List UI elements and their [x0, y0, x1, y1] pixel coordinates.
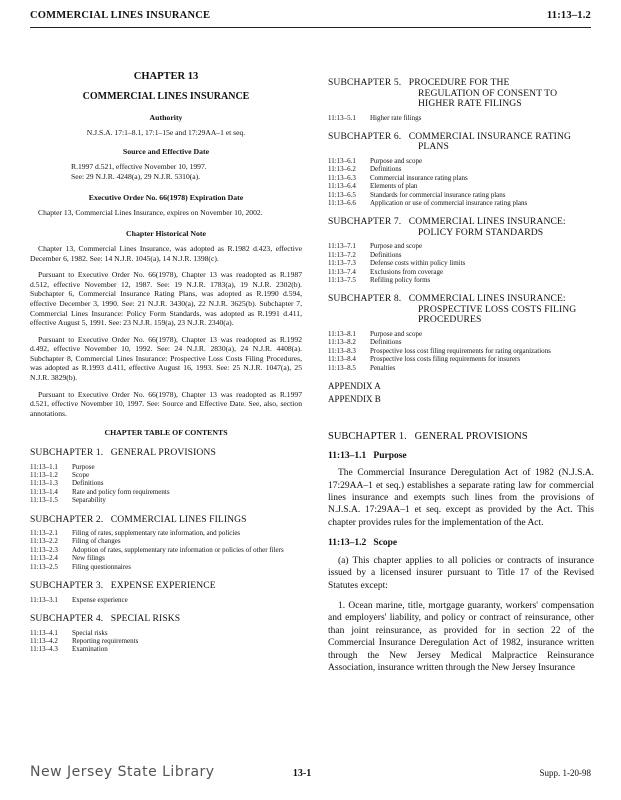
toc-entry-number: 11:13–6.3: [328, 173, 356, 182]
toc-entry-title: Filing of changes: [72, 537, 121, 546]
header-section-number: 11:13–1.2: [546, 10, 591, 21]
toc-entry-number: 11:13–1.4: [30, 487, 58, 496]
supplement-date: Supp. 1-20-98: [539, 768, 591, 778]
toc-entry-number: 11:13–7.1: [328, 242, 356, 251]
toc-entry-title: Rate and policy form requirements: [72, 487, 170, 496]
subchapter-title: COMMERCIAL LINES INSURANCE:: [408, 216, 566, 228]
library-stamp: New Jersey State Library: [30, 764, 215, 780]
chapter-number: CHAPTER 13: [133, 71, 199, 82]
toc-entry-title: New filings: [72, 554, 105, 563]
toc-entry-number: 11:13–2.1: [30, 529, 58, 538]
toc-entry: [328, 268, 594, 276]
toc-entry-number: 11:13–8.2: [328, 338, 356, 347]
toc-entry-title: Elements of plan: [370, 182, 418, 191]
toc-subchapter-heading: [30, 515, 302, 526]
subchapter-title: COMMERCIAL LINES FILINGS: [110, 513, 247, 525]
toc-entry-number: 11:13–8.5: [328, 363, 356, 372]
history-heading: Chapter Historical Note: [126, 229, 206, 239]
toc-subchapter-heading: [328, 294, 594, 326]
subchapter-label: SUBCHAPTER 4.: [30, 613, 104, 624]
toc-entry-title: Definitions: [370, 165, 402, 174]
subchapter-label: SUBCHAPTER 7.: [328, 216, 402, 228]
toc-entry-number: 11:13–4.3: [30, 645, 58, 654]
toc-entry-title: Expense experience: [72, 595, 128, 604]
toc-entry: [328, 165, 594, 173]
subchapter-title-cont: POLICY FORM STANDARDS: [418, 226, 544, 238]
toc-entry-title: Commercial insurance rating plans: [370, 173, 468, 182]
history-notes: [30, 244, 302, 419]
toc-entry: [30, 554, 302, 562]
section-scope-heading: 11:13–1.2 Scope: [328, 538, 398, 549]
toc-entry-title: Filing of rates, supplementary rate information, and policies: [72, 529, 241, 538]
toc-subchapter-heading: [30, 581, 302, 592]
subchapter-title-cont: REGULATION OF CONSENT TO HIGHER RATE FILINGS: [418, 87, 558, 109]
toc-entry-title: Special risks: [72, 628, 108, 637]
toc-entry: [328, 251, 594, 259]
toc-entry-title: Standards for commercial insurance rating plans: [370, 190, 506, 199]
toc-subchapter-heading: [328, 217, 594, 238]
toc-entry-title: Definitions: [370, 250, 402, 259]
right-column: [328, 78, 594, 680]
toc-entry-number: 11:13–6.2: [328, 165, 356, 174]
header-title: COMMERCIAL LINES INSURANCE: [30, 10, 211, 21]
toc-entry-number: 11:13–6.1: [328, 156, 356, 165]
toc-entry: [30, 471, 302, 479]
toc-entry-number: 11:13–8.1: [328, 329, 356, 338]
section-scope-1: 1. Ocean marine, title, mortgage guaranty, workers' compensation and employers' liability, and policy or contract of reinsurance, other than joint reinsurance, as provided for in section 22 of the Commercial Insurance Deregulation Act of 1982, insurance written through the New Jersey Medical Malpractice Reinsurance Association, insurance written through the New Jersey Insurance: [328, 600, 594, 673]
toc-entry-number: 11:13–5.1: [328, 113, 356, 122]
toc-entry-title: Application or use of commercial insurance rating plans: [370, 198, 528, 207]
toc-entry-title: Purpose and scope: [370, 242, 423, 251]
toc-entry-number: 11:13–2.5: [30, 562, 58, 571]
toc-entry-number: 11:13–6.5: [328, 190, 356, 199]
body-subchapter-title: SUBCHAPTER 1. GENERAL PROVISIONS: [328, 430, 528, 442]
subchapter-title-cont: PLANS: [418, 141, 449, 153]
toc-entry-title: Higher rate filings: [370, 113, 422, 122]
subchapter-label: SUBCHAPTER 1.: [30, 447, 104, 459]
source-text: R.1997 d.521, effective November 10, 1997. See: 29 N.J.R. 4248(a), 29 N.J.R. 5310(a).: [71, 161, 207, 181]
toc-entry: [328, 276, 594, 284]
subchapter-title: GENERAL PROVISIONS: [110, 447, 216, 459]
toc-entry-number: 11:13–1.3: [30, 479, 58, 488]
toc-entry-title: Examination: [72, 645, 108, 654]
toc-entry-title: Exclusions from coverage: [370, 267, 444, 276]
toc-entry: [30, 645, 302, 653]
toc-entry-title: Purpose and scope: [370, 156, 423, 165]
subchapter-title: SPECIAL RISKS: [110, 613, 181, 624]
subchapter-title: COMMERCIAL INSURANCE RATING: [408, 130, 572, 142]
toc-entry: [30, 563, 302, 571]
toc-entry: [328, 114, 594, 122]
header-rule: [30, 27, 591, 28]
toc-entry-title: Refiling policy forms: [370, 275, 431, 284]
toc-entry-title: Filing questionnaires: [72, 562, 131, 571]
toc-entry-number: 11:13–8.3: [328, 346, 356, 355]
toc-entry-number: 11:13–8.4: [328, 355, 356, 364]
toc-entry: [328, 199, 594, 207]
toc-entry: [30, 463, 302, 471]
running-header: [30, 10, 591, 21]
toc-entry-number: 11:13–2.2: [30, 537, 58, 546]
section-purpose-text: The Commercial Insurance Deregulation Act of 1982 (N.J.S.A. 17:29AA–1 et seq.) establishes a separate rating law for commercial lines insurance and exempts such lines from the provisions of N.J.S.A. 17:29AA–1 et seq. except as provided by the Act. This chapter provides rules for the implementation of the Act.: [328, 468, 594, 528]
toc-entry-title: Prospective loss costs filing requirements for insurers: [370, 355, 521, 364]
toc-entry: [30, 596, 302, 604]
authority-heading: Authority: [149, 113, 183, 123]
toc-entry: [328, 364, 594, 372]
toc-entry-number: 11:13–6.4: [328, 182, 356, 191]
toc-entry: [328, 174, 594, 182]
toc-subchapter-heading: [30, 614, 302, 625]
toc-entry: [30, 496, 302, 504]
source-heading: Source and Effective Date: [122, 147, 210, 157]
subchapter-title-cont: PROSPECTIVE LOSS COSTS FILING PROCEDURES: [418, 303, 577, 326]
toc-entry-title: Definitions: [72, 479, 104, 488]
history-paragraph: Chapter 13, Commercial Lines Insurance, was adopted as R.1982 d.423, effective December 6, 1982. See: 14 N.J.R. 1045(a), 14 N.J.R. 1398(c).: [30, 243, 302, 263]
chapter-title: COMMERCIAL LINES INSURANCE: [82, 90, 250, 102]
toc-entry: [328, 330, 594, 338]
toc-entry: [30, 537, 302, 545]
toc-entry: [328, 242, 594, 250]
toc-entry: [328, 338, 594, 346]
toc-entry-number: 11:13–4.1: [30, 628, 58, 637]
toc-entry: [30, 488, 302, 496]
toc-entry-title: Adoption of rates, supplementary rate information or policies of other filers: [72, 545, 284, 554]
toc-subchapter-heading: [328, 78, 594, 110]
history-paragraph: Pursuant to Executive Order No. 66(1978), Chapter 13 was readopted as R.1997 d.521, effective November 10, 1997. See: Source and Effective Date. See, also, section annotations.: [30, 389, 302, 418]
toc-entry-title: Purpose and scope: [370, 329, 423, 338]
toc-entry: [328, 191, 594, 199]
toc-entry-title: Separability: [72, 496, 106, 505]
toc-subchapter-heading: [30, 448, 302, 459]
toc-entry: [30, 546, 302, 554]
toc-entry: [328, 182, 594, 190]
history-paragraph: Pursuant to Executive Order No. 66(1978), Chapter 13 was readopted as R.1987 d.512, effective November 12, 1987. See: 19 N.J.R. 1783(a), 19 N.J.R. 2302(b). Subchapter 6, Commercial Insurance Rating Plans, was adopted as R.1990 d.594, effective December 3, 1990. See: 21 N.J.R. 3430(a), 22 N.J.R. 3625(b). Subchapter 7, Commercial Lines Insurance: Policy Form Standards, was adopted as R.1991 d.411, effective August 5, 1991. See: 23 N.J.R. 159(a), 23 N.J.R. 2340(a).: [30, 270, 302, 328]
toc-entry-number: 11:13–7.3: [328, 259, 356, 268]
authority-text: N.J.S.A. 17:1–8.1, 17:1–15e and 17:29AA–1 et seq.: [86, 127, 246, 137]
subchapter-title: PROCEDURE FOR THE: [408, 77, 510, 88]
section-purpose-heading: 11:13–1.1 Purpose: [328, 450, 407, 461]
toc-entry-title: Definitions: [370, 338, 402, 347]
toc-entry: [328, 355, 594, 363]
subchapter-title: EXPENSE EXPERIENCE: [110, 580, 216, 592]
section-scope-a: (a) This chapter applies to all policies or contracts of insurance issued by a licensed insurer pursuant to Title 17 of the Revised Statutes except:: [328, 555, 594, 591]
appendix-a: APPENDIX A: [328, 380, 381, 391]
toc-entry-number: 11:13–7.4: [328, 267, 356, 276]
appendix-b: APPENDIX B: [328, 393, 381, 404]
toc-entry: [328, 347, 594, 355]
toc-left: [30, 448, 302, 654]
toc-entry-number: 11:13–2.3: [30, 545, 58, 554]
toc-entry-number: 11:13–4.2: [30, 636, 58, 645]
toc-entry: [30, 479, 302, 487]
toc-entry-number: 11:13–1.1: [30, 462, 58, 471]
toc-subchapter-heading: [328, 132, 594, 153]
toc-entry-number: 11:13–2.4: [30, 554, 58, 563]
subchapter-label: SUBCHAPTER 5.: [328, 77, 402, 88]
history-paragraph: Pursuant to Executive Order No. 66(1978), Chapter 13 was readopted as R.1992 d.492, effective November 10, 1992. See: 24 N.J.R. 2830(a), 24 N.J.R. 4408(a). Subchapter 8, Commercial Lines Insurance: Prospective Loss Costs Filing Procedures, was adopted as R.1993 d.411, effective August 16, 1993. See: 25 N.J.R. 1047(a), 25 N.J.R. 3829(b).: [30, 334, 302, 383]
toc-entry-title: Reporting requirements: [72, 636, 139, 645]
toc-entry-title: Purpose: [72, 462, 95, 471]
subchapter-label: SUBCHAPTER 6.: [328, 130, 402, 142]
toc-entry: [328, 157, 594, 165]
toc-entry-title: Scope: [72, 470, 90, 479]
toc-entry-number: 11:13–1.2: [30, 470, 58, 479]
toc-entry: [30, 637, 302, 645]
page-footer: [30, 764, 591, 780]
toc-entry-title: Penalties: [370, 363, 396, 372]
toc-entry-number: 11:13–7.5: [328, 275, 356, 284]
subchapter-title: COMMERCIAL LINES INSURANCE:: [408, 293, 566, 305]
eo-heading: Executive Order No. 66(1978) Expiration Date: [88, 193, 244, 203]
subchapter-label: SUBCHAPTER 8.: [328, 293, 402, 305]
toc-right: [328, 78, 594, 372]
left-column: [30, 72, 302, 654]
toc-entry-title: Defense costs within policy limits: [370, 259, 466, 268]
toc-entry: [30, 529, 302, 537]
toc-entry-number: 11:13–6.6: [328, 198, 356, 207]
subchapter-label: SUBCHAPTER 2.: [30, 513, 104, 525]
toc-entry: [328, 259, 594, 267]
toc-entry-number: 11:13–3.1: [30, 595, 58, 604]
toc-heading: CHAPTER TABLE OF CONTENTS: [104, 428, 228, 438]
toc-entry: [30, 629, 302, 637]
toc-entry-title: Prospective loss cost filing requirements for rating organizations: [370, 346, 551, 355]
page-number: 13-1: [292, 768, 312, 779]
subchapter-label: SUBCHAPTER 3.: [30, 580, 104, 592]
toc-entry-number: 11:13–1.5: [30, 496, 58, 505]
toc-entry-number: 11:13–7.2: [328, 250, 356, 259]
eo-text: Chapter 13, Commercial Lines Insurance, expires on November 10, 2002.: [38, 207, 263, 217]
